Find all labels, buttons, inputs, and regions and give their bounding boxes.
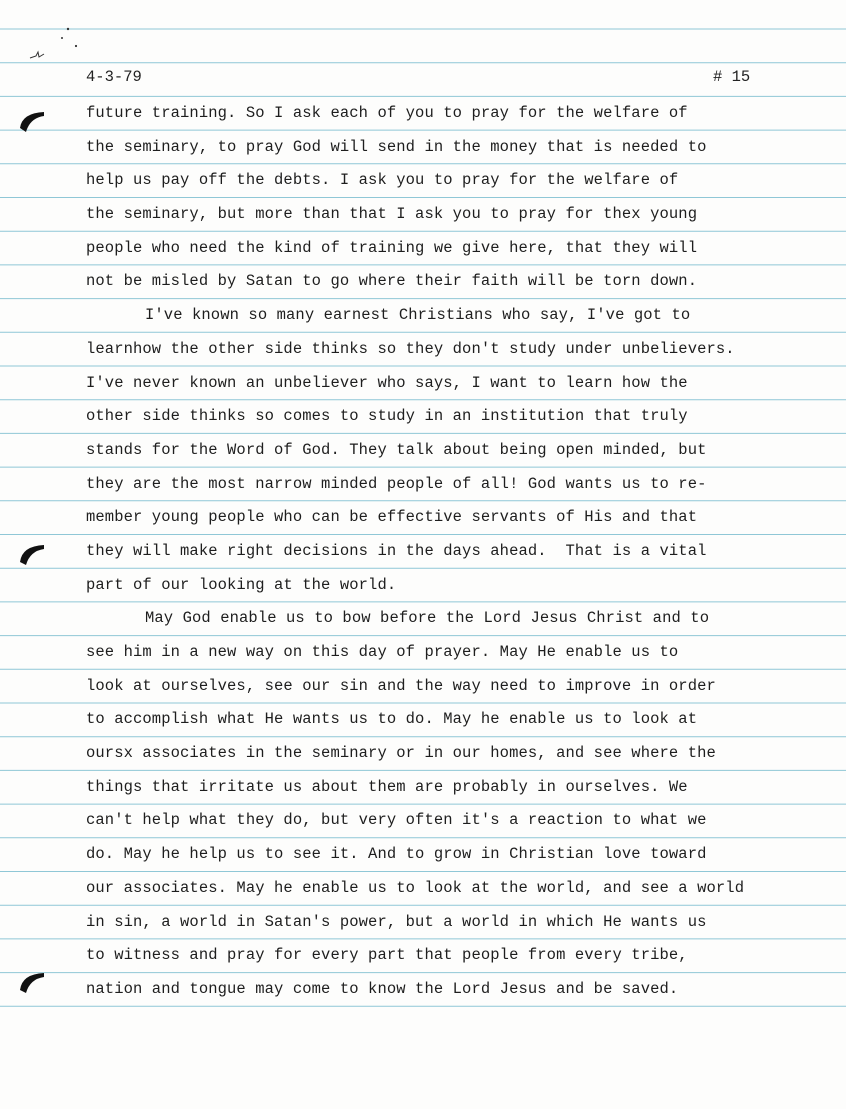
text-line: in sin, a world in Satan's power, but a world in which He wants us: [86, 912, 707, 931]
text-line: member young people who can be effective servants of His and that: [86, 508, 698, 527]
text-line: do. May he help us to see it. And to grow in Christian love toward: [86, 845, 707, 864]
text-line: I've known so many earnest Christians who say, I've got to: [145, 306, 691, 325]
text-line: see him in a new way on this day of prayer. May He enable us to: [86, 643, 679, 661]
text-line: other side thinks so comes to study in an institution that truly: [86, 407, 688, 426]
text-line: the seminary, to pray God will send in the money that is needed to: [86, 137, 707, 156]
text-line: nation and tongue may come to know the Lord Jesus and be saved.: [86, 979, 679, 998]
text-line: help us pay off the debts. I ask you to pray for the welfare of: [86, 171, 679, 190]
text-line: I've never known an unbeliever who says, I want to learn how the: [86, 373, 688, 392]
text-line: they will make right decisions in the days ahead. That is a vital: [86, 541, 707, 560]
text-line: things that irritate us about them are probably in ourselves. We: [86, 777, 688, 796]
text-line: part of our looking at the world.: [86, 575, 397, 594]
text-line: learnhow the other side thinks so they don't study under unbelievers.: [86, 339, 735, 358]
text-line: the seminary, but more than that I ask you to pray for thex young: [86, 205, 698, 224]
typed-body-text: [86, 100, 826, 1010]
text-line: look at ourselves, see our sin and the way need to improve in order: [86, 676, 716, 695]
hole-punch-mark-middle: [20, 545, 44, 565]
text-line: to witness and pray for every part that people from every tribe,: [86, 946, 688, 965]
text-line: future training. So I ask each of you to pray for the welfare of: [86, 104, 688, 122]
text-line: to accomplish what He wants us to do. May he enable us to look at: [86, 710, 698, 729]
hole-punch-mark-bottom: [20, 973, 44, 993]
text-line: oursx associates in the seminary or in our homes, and see where the: [86, 744, 716, 763]
text-line: our associates. May he enable us to look at the world, and see a world: [86, 878, 745, 897]
text-line: not be misled by Satan to go where their faith will be torn down.: [86, 272, 698, 291]
page-number: # 15: [713, 68, 751, 86]
text-line: they are the most narrow minded people of all! God wants us to re-: [86, 474, 707, 493]
hole-punch-mark-top: [20, 112, 44, 132]
text-line: people who need the kind of training we give here, that they will: [86, 238, 698, 257]
text-line: stands for the Word of God. They talk about being open minded, but: [86, 440, 707, 459]
text-line: can't help what they do, but very often it's a reaction to what we: [86, 811, 707, 830]
text-line: May God enable us to bow before the Lord Jesus Christ and to: [145, 609, 710, 628]
document-date: 4-3-79: [86, 68, 142, 86]
corner-speck-marks: [30, 28, 77, 58]
